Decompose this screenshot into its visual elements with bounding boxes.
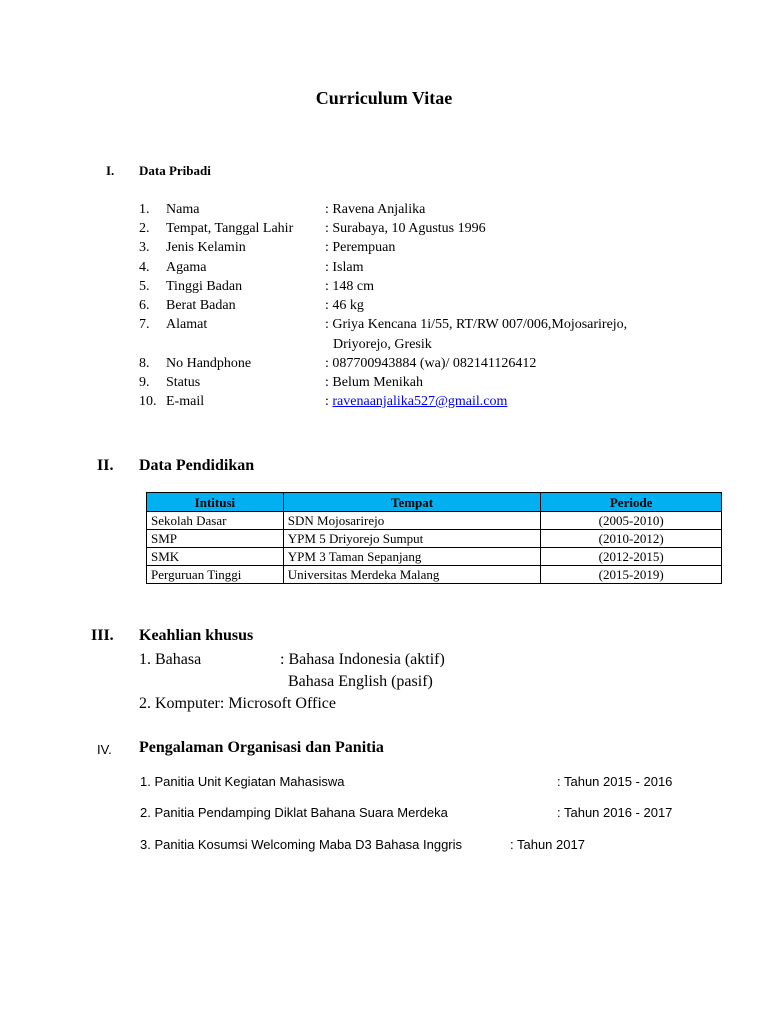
skill-computer-value: : Microsoft Office <box>219 695 336 712</box>
education-table <box>146 492 722 584</box>
item-number: 8. <box>139 356 150 371</box>
list-item: 3. Panitia Kosumsi Welcoming Maba D3 Bahasa Inggris <box>140 837 463 852</box>
list-item-year: : Tahun 2016 - 2017 <box>557 805 673 820</box>
section-2-number: II. <box>97 457 114 474</box>
section-3-heading: Keahlian khusus <box>139 627 254 644</box>
table-cell: YPM 5 Driyorejo Sumput <box>283 530 541 548</box>
colon: : <box>325 394 329 409</box>
item-label: Tinggi Badan <box>166 279 243 294</box>
item-value: : Belum Menikah <box>325 375 423 390</box>
item-value: : Islam <box>325 260 364 275</box>
table-cell: Sekolah Dasar <box>147 512 284 530</box>
column-header-period: Periode <box>541 493 722 512</box>
list-item-year: : Tahun 2017 <box>510 837 585 852</box>
table-cell: (2015-2019) <box>541 566 722 584</box>
item-value: : 087700943884 (wa)/ 082141126412 <box>325 356 537 371</box>
table-row <box>147 512 722 530</box>
item-number: 5. <box>139 279 150 294</box>
list-item: 2. Panitia Pendamping Diklat Bahana Suara Merdeka <box>140 805 448 820</box>
item-label: Jenis Kelamin <box>166 240 246 255</box>
personal-data-list <box>139 200 739 420</box>
item-label: Nama <box>166 202 200 217</box>
item-value: : 46 kg <box>325 298 364 313</box>
column-header-place: Tempat <box>283 493 541 512</box>
item-label: No Handphone <box>166 356 252 371</box>
table-cell: (2010-2012) <box>541 530 722 548</box>
table-cell: Perguruan Tinggi <box>147 566 284 584</box>
item-label: Agama <box>166 260 207 275</box>
item-value-continuation: Driyorejo, Gresik <box>333 337 432 352</box>
skill-language-value: : Bahasa Indonesia (aktif) <box>280 651 445 668</box>
section-4-number: IV. <box>97 742 112 757</box>
item-number: 6. <box>139 298 150 313</box>
section-1-heading: Data Pribadi <box>139 163 211 178</box>
list-item-year: : Tahun 2015 - 2016 <box>557 774 673 789</box>
item-value: : Ravena Anjalika <box>325 202 426 217</box>
skill-computer <box>139 693 336 715</box>
item-label: Alamat <box>166 317 208 332</box>
table-row <box>147 530 722 548</box>
item-number: 1. <box>139 202 150 217</box>
table-row <box>147 548 722 566</box>
item-value: : Surabaya, 10 Agustus 1996 <box>325 221 486 236</box>
table-cell: SMK <box>147 548 284 566</box>
item-value <box>325 392 507 411</box>
item-number: 9. <box>139 375 150 390</box>
item-label: Tempat, Tanggal Lahir <box>166 221 294 236</box>
email-link[interactable]: ravenaanjalika527@gmail.com <box>332 394 508 409</box>
section-4-heading: Pengalaman Organisasi dan Panitia <box>139 739 384 756</box>
section-1-number: I. <box>106 163 115 178</box>
item-number: 4. <box>139 260 150 275</box>
skill-language-value-2: Bahasa English (pasif) <box>288 673 433 690</box>
table-cell: YPM 3 Taman Sepanjang <box>283 548 541 566</box>
table-cell: (2005-2010) <box>541 512 722 530</box>
item-value: : Griya Kencana 1i/55, RT/RW 007/006,Mojosarirejo, <box>325 317 628 332</box>
item-label: Berat Badan <box>166 298 236 313</box>
list-item: 1. Panitia Unit Kegiatan Mahasiswa <box>140 774 345 789</box>
table-header-row <box>147 493 722 512</box>
table-row <box>147 566 722 584</box>
item-number: 10. <box>139 394 157 409</box>
table-cell: (2012-2015) <box>541 548 722 566</box>
section-3-number: III. <box>91 627 114 644</box>
table-cell: SDN Mojosarirejo <box>283 512 541 530</box>
item-number: 3. <box>139 240 150 255</box>
table-cell: Universitas Merdeka Malang <box>283 566 541 584</box>
table-cell: SMP <box>147 530 284 548</box>
item-number: 7. <box>139 317 150 332</box>
skill-computer-label: 2. Komputer <box>139 695 220 712</box>
item-value: : Perempuan <box>325 240 396 255</box>
section-2-heading: Data Pendidikan <box>139 457 255 474</box>
item-number: 2. <box>139 221 150 236</box>
item-value: : 148 cm <box>325 279 374 294</box>
document-title: Curriculum Vitae <box>315 88 453 108</box>
item-label: Status <box>166 375 201 390</box>
skill-language-label: 1. Bahasa <box>139 651 202 668</box>
item-label: E-mail <box>166 394 205 409</box>
column-header-institution: Intitusi <box>147 493 284 512</box>
